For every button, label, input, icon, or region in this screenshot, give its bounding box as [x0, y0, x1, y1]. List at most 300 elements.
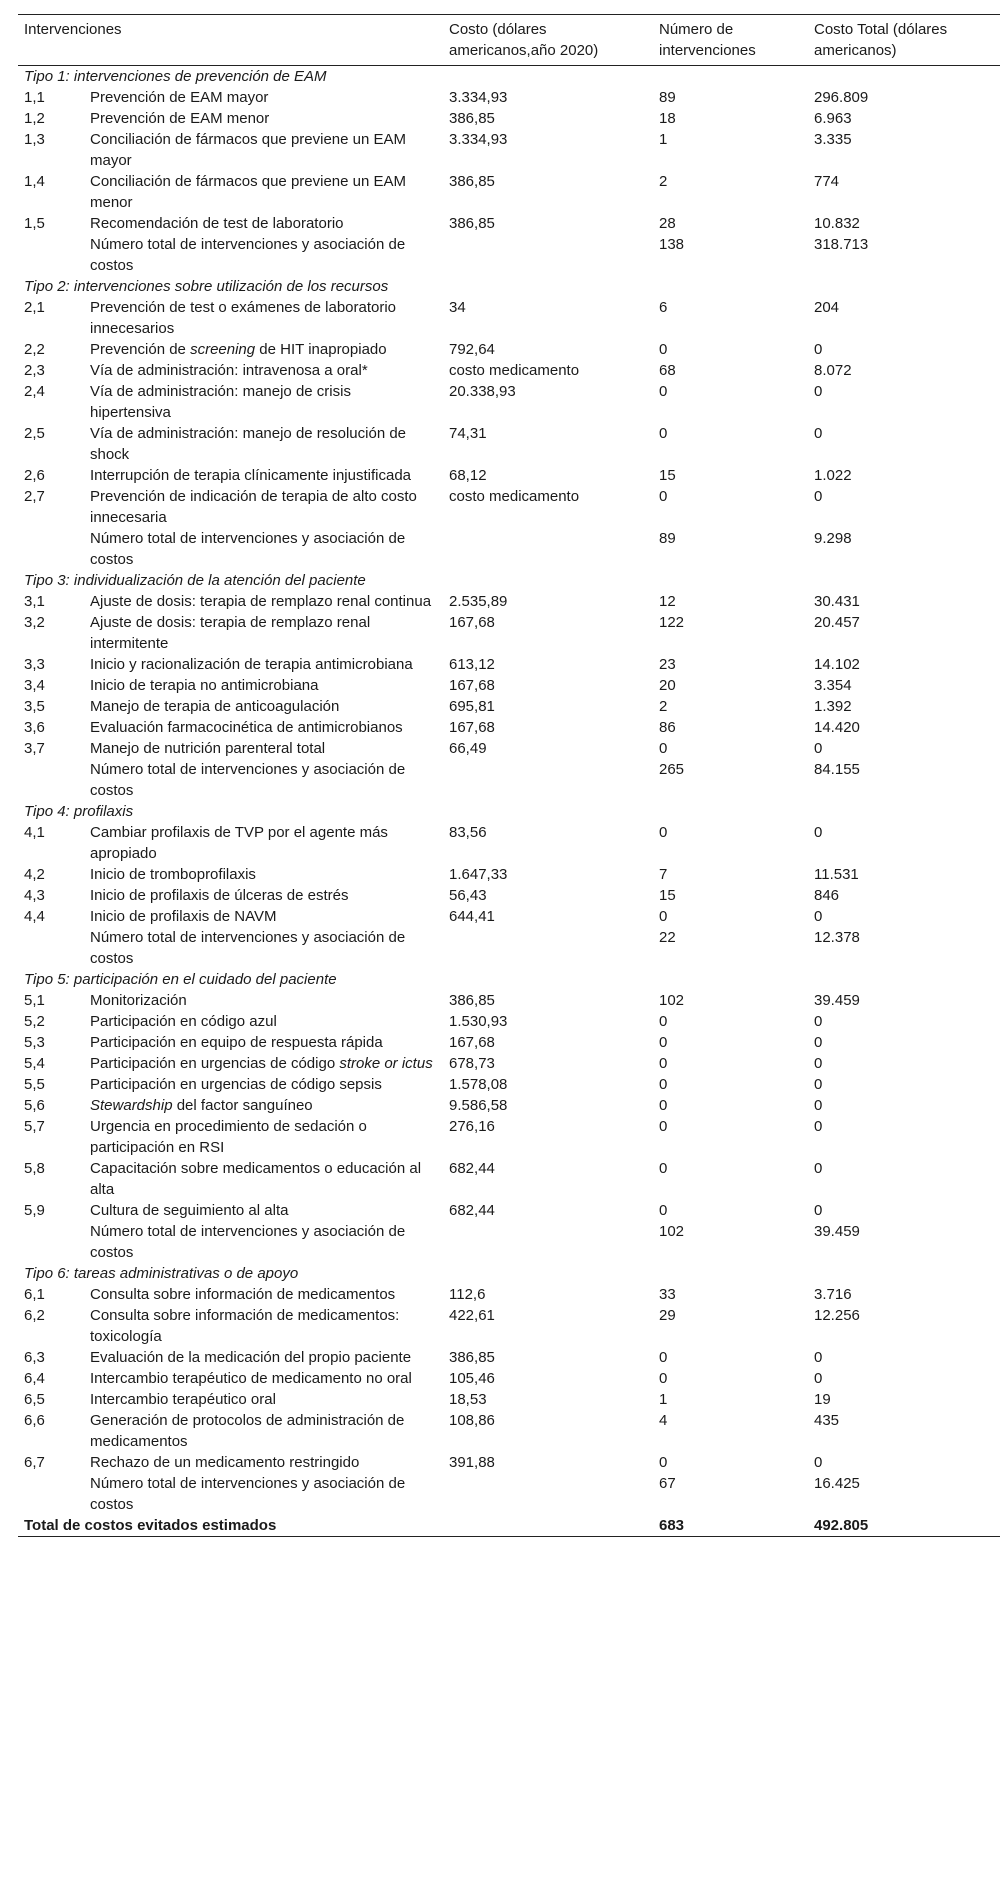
intervention-description: Generación de protocolos de administración de medicamentos: [90, 1412, 405, 1450]
unit-cost: costo medicamento: [449, 362, 580, 379]
intervention-description: Prevención de EAM mayor: [90, 89, 269, 106]
section-title-row: [18, 276, 1000, 297]
intervention-count: 102: [659, 992, 685, 1009]
intervention-description: Número total de intervenciones y asociación de costos: [90, 1223, 406, 1261]
intervention-id: 5,6: [24, 1097, 45, 1114]
section-title-row: [18, 570, 1000, 591]
intervention-count: 0: [659, 1370, 668, 1387]
intervention-id: 6,7: [24, 1454, 45, 1471]
intervention-id: 3,2: [24, 614, 45, 631]
intervention-count: 28: [659, 215, 676, 232]
intervention-count: 138: [659, 236, 685, 253]
intervention-id: 5,7: [24, 1118, 45, 1135]
intervention-description: Número total de intervenciones y asociación de costos: [90, 761, 406, 799]
unit-cost: 386,85: [449, 173, 495, 190]
intervention-count: 0: [659, 383, 668, 400]
unit-cost: 3.334,93: [449, 89, 508, 106]
unit-cost: 167,68: [449, 677, 495, 694]
intervention-count: 0: [659, 908, 668, 925]
unit-cost: 83,56: [449, 824, 487, 841]
section-title-row: [18, 801, 1000, 822]
table-row: [18, 864, 1000, 885]
subtotal-row: [18, 1221, 1000, 1263]
unit-cost: 386,85: [449, 1349, 495, 1366]
unit-cost: 167,68: [449, 614, 495, 631]
section-title: Tipo 5: participación en el cuidado del paciente: [24, 971, 337, 988]
table-row: [18, 591, 1000, 612]
intervention-id: 4,3: [24, 887, 45, 904]
total-cost: 39.459: [814, 1223, 860, 1240]
intervention-count: 29: [659, 1307, 676, 1324]
total-cost: 6.963: [814, 110, 852, 127]
unit-cost: 66,49: [449, 740, 487, 757]
table-row: [18, 696, 1000, 717]
section-title: Tipo 4: profilaxis: [24, 803, 134, 820]
intervention-count: 6: [659, 299, 668, 316]
intervention-id: 5,4: [24, 1055, 45, 1072]
table-row: [18, 339, 1000, 360]
intervention-count: 0: [659, 488, 668, 505]
grand-total-cost: 492.805: [814, 1517, 869, 1534]
intervention-description: [84, 339, 443, 360]
intervention-count: 2: [659, 173, 668, 190]
description-italic-term: Stewardship: [90, 1097, 173, 1114]
table-row: [18, 129, 1000, 171]
intervention-id: 1,4: [24, 173, 45, 190]
intervention-description: Manejo de terapia de anticoagulación: [90, 698, 340, 715]
total-cost: 0: [814, 1013, 823, 1030]
total-cost: 0: [814, 1076, 823, 1093]
intervention-count: 122: [659, 614, 685, 631]
table-row: [18, 1347, 1000, 1368]
intervention-description: Intercambio terapéutico de medicamento no oral: [90, 1370, 412, 1387]
unit-cost: 422,61: [449, 1307, 495, 1324]
intervention-description: [84, 1053, 443, 1074]
unit-cost: 386,85: [449, 110, 495, 127]
intervention-id: 3,1: [24, 593, 45, 610]
intervention-id: 5,2: [24, 1013, 45, 1030]
intervention-description: Vía de administración: manejo de resolución de shock: [90, 425, 407, 463]
intervention-description: Inicio de tromboprofilaxis: [90, 866, 256, 883]
unit-cost: 386,85: [449, 215, 495, 232]
interventions-cost-table: [18, 14, 1000, 1537]
intervention-count: 89: [659, 89, 676, 106]
intervention-id: 5,1: [24, 992, 45, 1009]
table-row: [18, 1368, 1000, 1389]
total-cost: 30.431: [814, 593, 860, 610]
total-cost: 3.335: [814, 131, 852, 148]
intervention-description: Interrupción de terapia clínicamente injustificada: [90, 467, 412, 484]
intervention-id: 2,7: [24, 488, 45, 505]
table-row: [18, 297, 1000, 339]
intervention-id: 5,5: [24, 1076, 45, 1093]
intervention-count: 1: [659, 131, 668, 148]
header-row: [18, 15, 1000, 66]
table-row: [18, 1053, 1000, 1074]
table-row: [18, 423, 1000, 465]
intervention-description: Cambiar profilaxis de TVP por el agente más apropiado: [90, 824, 388, 862]
description-italic-term: screening: [190, 341, 256, 358]
intervention-description: Capacitación sobre medicamentos o educación al alta: [90, 1160, 422, 1198]
intervention-description: Ajuste de dosis: terapia de remplazo renal continua: [90, 593, 432, 610]
intervention-count: 86: [659, 719, 676, 736]
total-cost: 0: [814, 1160, 823, 1177]
intervention-description: Recomendación de test de laboratorio: [90, 215, 344, 232]
description-text: Prevención de: [90, 341, 191, 358]
grand-total-count: 683: [659, 1517, 685, 1534]
intervention-id: [18, 759, 84, 801]
total-cost: 19: [814, 1391, 831, 1408]
unit-cost: 56,43: [449, 887, 487, 904]
section-title-row: [18, 1263, 1000, 1284]
total-cost: 0: [814, 425, 823, 442]
table-row: [18, 360, 1000, 381]
table-row: [18, 717, 1000, 738]
total-cost: 11.531: [814, 866, 859, 883]
table-row: [18, 885, 1000, 906]
intervention-id: 6,6: [24, 1412, 45, 1429]
subtotal-row: [18, 234, 1000, 276]
intervention-id: 3,7: [24, 740, 45, 757]
unit-cost: costo medicamento: [449, 488, 580, 505]
unit-cost: 20.338,93: [449, 383, 516, 400]
unit-cost: [443, 1473, 653, 1515]
intervention-count: 0: [659, 824, 668, 841]
unit-cost: 682,44: [449, 1202, 495, 1219]
intervention-id: [18, 1221, 84, 1263]
table-row: [18, 465, 1000, 486]
total-cost: 9.298: [814, 530, 852, 547]
total-cost: 318.713: [814, 236, 869, 253]
intervention-description: Monitorización: [90, 992, 187, 1009]
intervention-description: Inicio y racionalización de terapia antimicrobiana: [90, 656, 413, 673]
intervention-id: 4,2: [24, 866, 45, 883]
table-row: [18, 675, 1000, 696]
unit-cost: [443, 927, 653, 969]
intervention-description: Evaluación de la medicación del propio paciente: [90, 1349, 412, 1366]
intervention-description: Número total de intervenciones y asociación de costos: [90, 929, 406, 967]
total-cost: 0: [814, 740, 823, 757]
subtotal-row: [18, 1473, 1000, 1515]
intervention-description: Vía de administración: manejo de crisis hipertensiva: [90, 383, 351, 421]
total-cost: 296.809: [814, 89, 869, 106]
intervention-count: 0: [659, 1118, 668, 1135]
section-title: Tipo 6: tareas administrativas o de apoyo: [24, 1265, 299, 1282]
total-cost: 204: [814, 299, 840, 316]
intervention-description: Prevención de EAM menor: [90, 110, 270, 127]
intervention-count: 0: [659, 740, 668, 757]
total-cost: 0: [814, 1097, 823, 1114]
unit-cost: 386,85: [449, 992, 495, 1009]
total-cost: 84.155: [814, 761, 860, 778]
table-row: [18, 1389, 1000, 1410]
header-number: Número de intervenciones: [659, 21, 756, 59]
unit-cost: 1.647,33: [449, 866, 508, 883]
intervention-count: 0: [659, 1202, 668, 1219]
intervention-description: Intercambio terapéutico oral: [90, 1391, 276, 1408]
total-cost: 0: [814, 1370, 823, 1387]
intervention-description: Ajuste de dosis: terapia de remplazo renal intermitente: [90, 614, 371, 652]
intervention-id: 3,4: [24, 677, 45, 694]
unit-cost: 105,46: [449, 1370, 495, 1387]
description-text: Participación en urgencias de código: [90, 1055, 340, 1072]
unit-cost: 276,16: [449, 1118, 495, 1135]
table-row: [18, 1200, 1000, 1221]
table-row: [18, 1452, 1000, 1473]
intervention-count: 0: [659, 1013, 668, 1030]
total-cost: 0: [814, 908, 823, 925]
total-cost: 39.459: [814, 992, 860, 1009]
intervention-id: 5,9: [24, 1202, 45, 1219]
intervention-id: 6,3: [24, 1349, 45, 1366]
header-total-cost: Costo Total (dólares americanos): [814, 21, 948, 59]
total-cost: 0: [814, 341, 823, 358]
section-title: Tipo 1: intervenciones de prevención de EAM: [24, 68, 327, 85]
table-body: [18, 66, 1000, 1537]
unit-cost: 678,73: [449, 1055, 495, 1072]
intervention-id: 3,6: [24, 719, 45, 736]
intervention-count: 20: [659, 677, 676, 694]
total-cost: 10.832: [814, 215, 860, 232]
grand-total-label: Total de costos evitados estimados: [24, 1517, 277, 1534]
intervention-id: 3,5: [24, 698, 45, 715]
intervention-id: [18, 927, 84, 969]
intervention-count: 22: [659, 929, 676, 946]
total-cost: 14.420: [814, 719, 860, 736]
total-cost: 12.256: [814, 1307, 860, 1324]
intervention-count: 15: [659, 887, 676, 904]
intervention-id: [18, 234, 84, 276]
intervention-count: 1: [659, 1391, 668, 1408]
table-row: [18, 1305, 1000, 1347]
intervention-description: [84, 1095, 443, 1116]
intervention-description: Prevención de indicación de terapia de alto costo innecesaria: [90, 488, 417, 526]
intervention-id: 5,3: [24, 1034, 45, 1051]
unit-cost: 1.578,08: [449, 1076, 508, 1093]
intervention-id: 6,1: [24, 1286, 45, 1303]
table-row: [18, 381, 1000, 423]
intervention-id: 2,5: [24, 425, 45, 442]
intervention-count: 89: [659, 530, 676, 547]
intervention-description: Número total de intervenciones y asociación de costos: [90, 530, 406, 568]
intervention-description: Cultura de seguimiento al alta: [90, 1202, 289, 1219]
intervention-description: Inicio de profilaxis de NAVM: [90, 908, 277, 925]
intervention-count: 0: [659, 1034, 668, 1051]
unit-cost: 167,68: [449, 719, 495, 736]
intervention-description: Participación en equipo de respuesta rápida: [90, 1034, 383, 1051]
total-cost: 0: [814, 1202, 823, 1219]
subtotal-row: [18, 759, 1000, 801]
table-row: [18, 822, 1000, 864]
unit-cost: [443, 234, 653, 276]
intervention-description: Conciliación de fármacos que previene un EAM menor: [90, 173, 407, 211]
section-title: Tipo 3: individualización de la atención del paciente: [24, 572, 366, 589]
intervention-count: 68: [659, 362, 676, 379]
table-row: [18, 108, 1000, 129]
intervention-description: Inicio de terapia no antimicrobiana: [90, 677, 319, 694]
intervention-count: 102: [659, 1223, 685, 1240]
intervention-count: 0: [659, 1055, 668, 1072]
intervention-description: Rechazo de un medicamento restringido: [90, 1454, 360, 1471]
unit-cost: 1.530,93: [449, 1013, 508, 1030]
intervention-count: 0: [659, 1160, 668, 1177]
intervention-description: Conciliación de fármacos que previene un EAM mayor: [90, 131, 407, 169]
unit-cost: 108,86: [449, 1412, 495, 1429]
intervention-count: 67: [659, 1475, 676, 1492]
intervention-count: 2: [659, 698, 668, 715]
table-row: [18, 1095, 1000, 1116]
intervention-id: 6,5: [24, 1391, 45, 1408]
table-row: [18, 654, 1000, 675]
intervention-description: Manejo de nutrición parenteral total: [90, 740, 326, 757]
intervention-id: 4,1: [24, 824, 45, 841]
intervention-count: 0: [659, 1454, 668, 1471]
table-header: [18, 15, 1000, 66]
unit-cost: 391,88: [449, 1454, 495, 1471]
description-text: del factor sanguíneo: [172, 1097, 313, 1114]
total-cost: 0: [814, 1055, 823, 1072]
total-cost: 14.102: [814, 656, 860, 673]
unit-cost: 112,6: [449, 1286, 486, 1303]
intervention-id: 2,4: [24, 383, 45, 400]
unit-cost: 34: [449, 299, 466, 316]
intervention-count: 0: [659, 425, 668, 442]
intervention-id: 6,2: [24, 1307, 45, 1324]
unit-cost: 3.334,93: [449, 131, 508, 148]
intervention-count: 0: [659, 1097, 668, 1114]
intervention-id: 1,5: [24, 215, 45, 232]
table-row: [18, 213, 1000, 234]
intervention-description: Prevención de test o exámenes de laboratorio innecesarios: [90, 299, 397, 337]
intervention-count: 33: [659, 1286, 676, 1303]
total-cost: 0: [814, 824, 823, 841]
intervention-count: 265: [659, 761, 685, 778]
unit-cost: 644,41: [449, 908, 495, 925]
intervention-id: 1,3: [24, 131, 45, 148]
total-cost: 8.072: [814, 362, 852, 379]
intervention-description: Inicio de profilaxis de úlceras de estrés: [90, 887, 349, 904]
intervention-id: 1,2: [24, 110, 45, 127]
unit-cost: 9.586,58: [449, 1097, 508, 1114]
table-row: [18, 1032, 1000, 1053]
total-cost: 435: [814, 1412, 840, 1429]
unit-cost: 792,64: [449, 341, 495, 358]
intervention-description: Consulta sobre información de medicamentos: toxicología: [90, 1307, 400, 1345]
table-row: [18, 990, 1000, 1011]
table-row: [18, 486, 1000, 528]
intervention-count: 0: [659, 341, 668, 358]
unit-cost: 68,12: [449, 467, 487, 484]
grand-total-row: [18, 1515, 1000, 1537]
total-cost: 16.425: [814, 1475, 860, 1492]
total-cost: 3.716: [814, 1286, 852, 1303]
intervention-id: 4,4: [24, 908, 45, 925]
table-row: [18, 1158, 1000, 1200]
total-cost: 0: [814, 1349, 823, 1366]
unit-cost: [443, 759, 653, 801]
total-cost: 846: [814, 887, 840, 904]
section-title-row: [18, 66, 1000, 88]
intervention-count: 18: [659, 110, 676, 127]
total-cost: 20.457: [814, 614, 860, 631]
intervention-id: [18, 528, 84, 570]
unit-cost: 682,44: [449, 1160, 495, 1177]
table-row: [18, 1410, 1000, 1452]
total-cost: 1.392: [814, 698, 852, 715]
table-row: [18, 612, 1000, 654]
table-row: [18, 906, 1000, 927]
unit-cost: 613,12: [449, 656, 495, 673]
unit-cost: [443, 1221, 653, 1263]
unit-cost: 2.535,89: [449, 593, 508, 610]
total-cost: 0: [814, 1034, 823, 1051]
table-row: [18, 87, 1000, 108]
intervention-id: [18, 1473, 84, 1515]
intervention-description: Participación en urgencias de código sepsis: [90, 1076, 382, 1093]
intervention-id: 2,3: [24, 362, 45, 379]
total-cost: 3.354: [814, 677, 852, 694]
intervention-description: Vía de administración: intravenosa a oral*: [90, 362, 368, 379]
intervention-description: Evaluación farmacocinética de antimicrobianos: [90, 719, 403, 736]
table-container: [18, 14, 1000, 1537]
header-interventions: Intervenciones: [24, 21, 122, 38]
total-cost: 12.378: [814, 929, 860, 946]
table-row: [18, 1116, 1000, 1158]
total-cost: 1.022: [814, 467, 852, 484]
unit-cost: 167,68: [449, 1034, 495, 1051]
intervention-description: Número total de intervenciones y asociación de costos: [90, 1475, 406, 1513]
intervention-id: 2,6: [24, 467, 45, 484]
table-row: [18, 1284, 1000, 1305]
section-title-row: [18, 969, 1000, 990]
intervention-id: 2,1: [24, 299, 45, 316]
table-row: [18, 1074, 1000, 1095]
intervention-count: 23: [659, 656, 676, 673]
intervention-description: Participación en código azul: [90, 1013, 277, 1030]
description-italic-term: stroke or ictus: [339, 1055, 433, 1072]
intervention-count: 7: [659, 866, 668, 883]
unit-cost: 18,53: [449, 1391, 487, 1408]
intervention-description: Urgencia en procedimiento de sedación o participación en RSI: [90, 1118, 367, 1156]
subtotal-row: [18, 927, 1000, 969]
total-cost: 0: [814, 488, 823, 505]
intervention-id: 5,8: [24, 1160, 45, 1177]
table-row: [18, 738, 1000, 759]
unit-cost: 74,31: [449, 425, 487, 442]
intervention-count: 12: [659, 593, 676, 610]
intervention-count: 4: [659, 1412, 668, 1429]
intervention-id: 1,1: [24, 89, 45, 106]
total-cost: 0: [814, 1454, 823, 1471]
description-text: de HIT inapropiado: [255, 341, 387, 358]
subtotal-row: [18, 528, 1000, 570]
table-row: [18, 171, 1000, 213]
unit-cost: 695,81: [449, 698, 495, 715]
table-row: [18, 1011, 1000, 1032]
intervention-id: 6,4: [24, 1370, 45, 1387]
intervention-count: 0: [659, 1349, 668, 1366]
intervention-count: 15: [659, 467, 676, 484]
header-cost: Costo (dólares americanos,año 2020): [449, 21, 599, 59]
total-cost: 0: [814, 1118, 823, 1135]
intervention-description: Número total de intervenciones y asociación de costos: [90, 236, 406, 274]
intervention-count: 0: [659, 1076, 668, 1093]
total-cost: 774: [814, 173, 840, 190]
intervention-id: 3,3: [24, 656, 45, 673]
unit-cost: [443, 528, 653, 570]
intervention-description: Consulta sobre información de medicamentos: [90, 1286, 396, 1303]
section-title: Tipo 2: intervenciones sobre utilización de los recursos: [24, 278, 389, 295]
